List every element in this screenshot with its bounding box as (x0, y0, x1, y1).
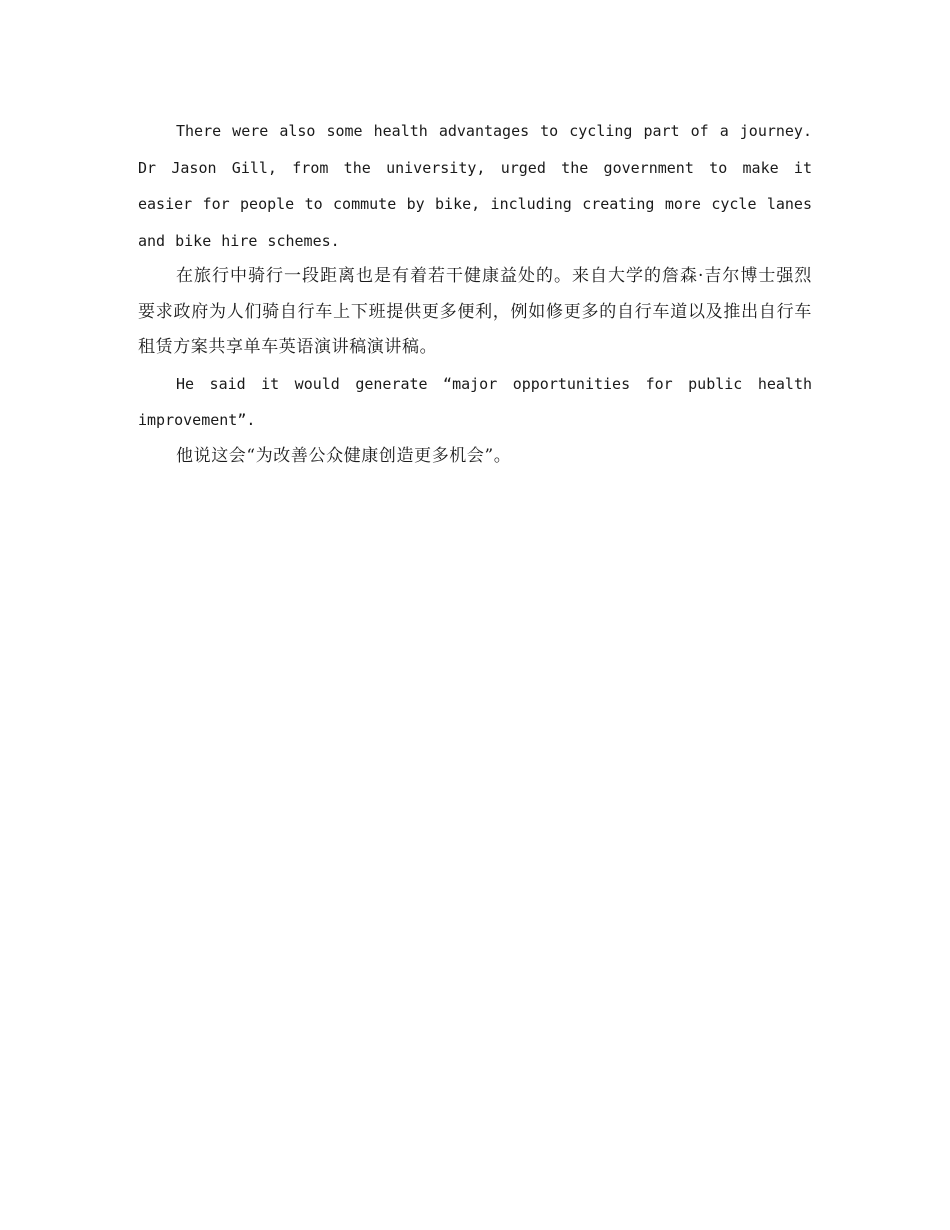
paragraph-english-health-advantages: There were also some health advantages to cycling part of a journey. Dr Jason Gill, from the university, urged the government to make it easier for people to commute by bike, including creating more cycle lanes and bike hire schemes. (138, 122, 812, 250)
paragraph-chinese-public-health: 他说这会“为改善公众健康创造更多机会”。 (176, 445, 512, 466)
paragraph-english-public-health: He said it would generate “major opportunities for public health improvement”. (138, 374, 812, 429)
paragraph-chinese-health-advantages: 在旅行中骑行一段距离也是有着若干健康益处的。来自大学的詹森·吉尔博士强烈要求政府为人们骑自行车上下班提供更多便利，例如修更多的自行车道以及推出自行车租赁方案共享单车英语演讲稿演讲稿。 (138, 266, 812, 357)
document-body (138, 113, 812, 474)
